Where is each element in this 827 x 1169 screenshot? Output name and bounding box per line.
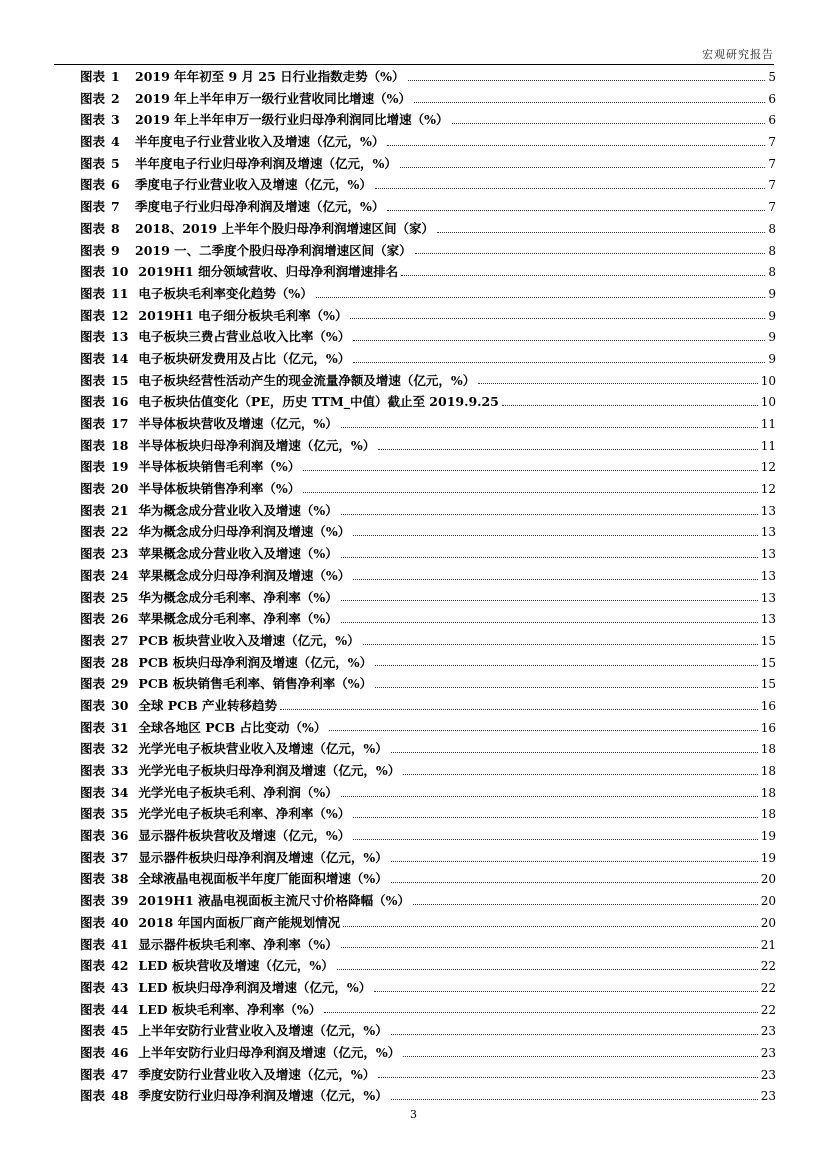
toc-entry-number: 1 bbox=[111, 69, 120, 84]
toc-entry-number: 36 bbox=[111, 828, 129, 844]
toc-entry[interactable] bbox=[80, 521, 776, 543]
toc-entry-page: 23 bbox=[760, 1024, 776, 1039]
toc-entry-number: 4 bbox=[111, 134, 120, 150]
toc-entry-prefix: 图表 bbox=[80, 416, 106, 431]
toc-entry[interactable] bbox=[80, 283, 776, 305]
toc-dot-leader bbox=[387, 144, 765, 146]
toc-entry[interactable] bbox=[80, 326, 776, 348]
toc-entry-prefix: 图表 bbox=[80, 524, 106, 540]
toc-entry[interactable] bbox=[80, 608, 776, 630]
toc-entry[interactable] bbox=[80, 717, 776, 739]
toc-entry-number: 42 bbox=[111, 958, 129, 974]
toc-entry-title: 上半年安防行业营业收入及增速（亿元，%） bbox=[138, 1023, 388, 1039]
toc-entry[interactable] bbox=[80, 370, 776, 392]
toc-dot-leader bbox=[391, 1098, 758, 1100]
toc-entry-page: 16 bbox=[760, 698, 776, 713]
toc-entry-page: 18 bbox=[760, 807, 776, 822]
toc-entry-page: 20 bbox=[760, 915, 776, 930]
toc-entry-title: 苹果概念成分营业收入及增速（%） bbox=[138, 546, 338, 562]
toc-entry-prefix: 图表 bbox=[80, 155, 106, 171]
toc-entry-page: 22 bbox=[760, 980, 776, 995]
toc-entry-prefix: 图表 bbox=[80, 567, 106, 583]
toc-entry[interactable] bbox=[80, 196, 776, 218]
toc-dot-leader bbox=[391, 1033, 758, 1035]
toc-entry-prefix: 图表 bbox=[80, 307, 106, 323]
toc-dot-leader bbox=[374, 990, 757, 992]
toc-entry[interactable] bbox=[80, 868, 776, 890]
toc-entry-number: 34 bbox=[111, 784, 129, 800]
toc-entry[interactable] bbox=[80, 391, 776, 413]
toc-entry-prefix: 图表 bbox=[80, 1066, 106, 1082]
toc-entry-title: 电子板块三费占营业总收入比率（%） bbox=[138, 329, 351, 345]
toc-entry-page: 15 bbox=[760, 655, 776, 670]
toc-entry-number: 10 bbox=[111, 264, 129, 280]
toc-entry[interactable] bbox=[80, 847, 776, 869]
toc-entry-number: 28 bbox=[111, 654, 129, 670]
toc-entry-page: 13 bbox=[760, 568, 776, 583]
toc-dot-leader bbox=[353, 534, 757, 536]
toc-entry-page: 13 bbox=[760, 590, 776, 605]
toc-entry-number: 16 bbox=[111, 394, 129, 410]
toc-entry[interactable] bbox=[80, 782, 776, 804]
toc-dot-leader bbox=[343, 925, 758, 927]
toc-entry-page: 15 bbox=[760, 633, 776, 648]
toc-entry-number: 5 bbox=[111, 155, 120, 171]
toc-entry-page: 13 bbox=[760, 612, 776, 627]
toc-entry-title: 2018 年国内面板厂商产能规划情况 bbox=[138, 914, 341, 930]
toc-entry-page: 12 bbox=[760, 482, 776, 497]
toc-dot-leader bbox=[353, 816, 757, 818]
toc-entry[interactable] bbox=[80, 760, 776, 782]
toc-entry[interactable] bbox=[80, 912, 776, 934]
toc-dot-leader bbox=[502, 404, 758, 406]
toc-entry-number: 26 bbox=[111, 611, 129, 627]
toc-entry-number: 46 bbox=[111, 1044, 129, 1060]
toc-entry-number: 13 bbox=[111, 329, 129, 345]
toc-entry-page: 16 bbox=[760, 720, 776, 735]
toc-dot-leader bbox=[375, 664, 758, 666]
toc-entry[interactable] bbox=[80, 240, 776, 262]
toc-dot-leader bbox=[401, 274, 765, 276]
toc-entry-title: 季度电子行业归母净利润及增速（亿元，%） bbox=[135, 199, 385, 215]
toc-entry-number: 15 bbox=[111, 372, 129, 388]
toc-dot-leader bbox=[414, 101, 765, 103]
toc-entry-prefix: 图表 bbox=[80, 329, 106, 345]
toc-entry[interactable] bbox=[80, 630, 776, 652]
toc-entry-page: 7 bbox=[768, 178, 776, 193]
toc-entry-page: 21 bbox=[760, 937, 776, 952]
toc-entry-page: 6 bbox=[768, 113, 776, 128]
toc-entry-prefix: 图表 bbox=[80, 90, 106, 106]
toc-entry-title: 2019 年年初至 9 月 25 日行业指数走势（%） bbox=[135, 69, 405, 84]
toc-entry-prefix: 图表 bbox=[80, 1044, 106, 1060]
toc-entry-title: 季度安防行业归母净利润及增速（亿元，%） bbox=[138, 1088, 388, 1104]
toc-entry-number: 40 bbox=[111, 914, 129, 930]
toc-entry-number: 39 bbox=[111, 893, 129, 909]
toc-dot-leader bbox=[353, 361, 765, 363]
report-header-label: 宏观研究报告 bbox=[702, 48, 774, 61]
toc-entry-title: 华为概念成分归母净利润及增速（%） bbox=[138, 524, 351, 540]
toc-entry[interactable] bbox=[80, 66, 776, 88]
toc-dot-leader bbox=[391, 860, 758, 862]
toc-entry-page: 8 bbox=[768, 265, 776, 280]
toc-entry-prefix: 图表 bbox=[80, 893, 106, 909]
toc-entry-title: 电子板块研发费用及占比（亿元，%） bbox=[138, 350, 351, 366]
toc-entry-title: 2019H1 电子细分板块毛利率（%） bbox=[138, 307, 348, 323]
toc-dot-leader bbox=[391, 881, 758, 883]
toc-entry-prefix: 图表 bbox=[80, 69, 106, 84]
toc-entry-title: 苹果概念成分归母净利润及增速（%） bbox=[138, 567, 351, 583]
toc-entry-title: 电子板块毛利率变化趋势（%） bbox=[138, 285, 313, 301]
toc-entry-title: 半导体板块营收及增速（亿元，%） bbox=[138, 416, 338, 431]
toc-entry-prefix: 图表 bbox=[80, 719, 106, 735]
toc-entry-title: 2019H1 液晶电视面板主流尺寸价格降幅（%） bbox=[138, 893, 410, 909]
toc-entry-page: 23 bbox=[760, 1067, 776, 1082]
toc-entry-number: 30 bbox=[111, 697, 129, 713]
toc-entry-number: 14 bbox=[111, 350, 129, 366]
toc-entry-title: 全球液晶电视面板半年度厂能面积增速（%） bbox=[138, 871, 388, 887]
toc-dot-leader bbox=[452, 122, 766, 124]
toc-entry[interactable] bbox=[80, 977, 776, 999]
toc-dot-leader bbox=[329, 729, 757, 731]
toc-dot-leader bbox=[437, 231, 765, 233]
toc-entry-title: 季度安防行业营业收入及增速（亿元，%） bbox=[138, 1066, 376, 1082]
toc-entry[interactable] bbox=[80, 955, 776, 977]
toc-entry-number: 21 bbox=[111, 502, 129, 518]
toc-entry-page: 10 bbox=[760, 373, 776, 388]
toc-entry-title: 华为概念成分毛利率、净利率（%） bbox=[138, 589, 338, 605]
toc-entry-title: 光学光电子板块毛利、净利润（%） bbox=[138, 784, 338, 800]
toc-entry-page: 7 bbox=[768, 135, 776, 150]
toc-entry-prefix: 图表 bbox=[80, 697, 106, 713]
toc-entry[interactable] bbox=[80, 999, 776, 1021]
toc-entry-prefix: 图表 bbox=[80, 177, 106, 193]
header-rule bbox=[54, 64, 774, 65]
toc-entry[interactable] bbox=[80, 218, 776, 240]
toc-entry-title: PCB 板块营业收入及增速（亿元，%） bbox=[138, 632, 360, 648]
toc-entry-number: 48 bbox=[111, 1088, 129, 1104]
toc-dot-leader bbox=[341, 556, 758, 558]
toc-entry-title: 显示器件板块归母净利润及增速（亿元，%） bbox=[138, 849, 388, 865]
toc-entry[interactable] bbox=[80, 131, 776, 153]
toc-entry-page: 11 bbox=[760, 438, 776, 453]
toc-entry-title: LED 板块归母净利润及增速（亿元，%） bbox=[138, 979, 372, 995]
toc-entry-title: 苹果概念成分毛利率、净利率（%） bbox=[138, 611, 338, 627]
toc-dot-leader bbox=[408, 79, 766, 81]
toc-entry-title: 光学光电子板块归母净利润及增速（亿元，%） bbox=[138, 763, 401, 778]
toc-entry-prefix: 图表 bbox=[80, 958, 106, 974]
toc-entry-prefix: 图表 bbox=[80, 828, 106, 844]
toc-dot-leader bbox=[341, 426, 758, 428]
toc-entry-title: 半导体板块销售毛利率（%） bbox=[138, 459, 301, 475]
toc-entry-title: 半年度电子行业营业收入及增速（亿元，%） bbox=[135, 134, 385, 150]
toc-entry-number: 23 bbox=[111, 546, 129, 562]
toc-entry[interactable] bbox=[80, 435, 776, 457]
toc-dot-leader bbox=[350, 317, 765, 319]
toc-dot-leader bbox=[387, 209, 765, 211]
toc-dot-leader bbox=[478, 382, 757, 384]
toc-dot-leader bbox=[341, 795, 758, 797]
toc-dot-leader bbox=[378, 1076, 757, 1078]
toc-entry-title: 全球各地区 PCB 占比变动（%） bbox=[138, 719, 327, 735]
toc-entry-prefix: 图表 bbox=[80, 437, 106, 453]
toc-entry[interactable] bbox=[80, 738, 776, 760]
toc-entry-title: PCB 板块销售毛利率、销售净利率（%） bbox=[138, 676, 373, 692]
toc-entry-prefix: 图表 bbox=[80, 264, 106, 280]
toc-entry-number: 45 bbox=[111, 1023, 129, 1039]
toc-entry-page: 9 bbox=[768, 351, 776, 366]
toc-dot-leader bbox=[303, 469, 757, 471]
toc-entry-prefix: 图表 bbox=[80, 1023, 106, 1039]
toc-entry-page: 18 bbox=[760, 785, 776, 800]
toc-entry-prefix: 图表 bbox=[80, 372, 106, 388]
toc-dot-leader bbox=[378, 448, 757, 450]
toc-entry-number: 38 bbox=[111, 871, 129, 887]
toc-entry-prefix: 图表 bbox=[80, 806, 106, 822]
toc-entry-title: 显示器件板块毛利率、净利率（%） bbox=[138, 936, 338, 952]
toc-entry-prefix: 图表 bbox=[80, 502, 106, 518]
toc-entry[interactable] bbox=[80, 934, 776, 956]
toc-entry-title: 2019 一、二季度个股归母净利润增速区间（家） bbox=[135, 242, 412, 258]
toc-entry[interactable] bbox=[80, 825, 776, 847]
toc-entry-prefix: 图表 bbox=[80, 481, 106, 497]
toc-entry-page: 7 bbox=[768, 156, 776, 171]
toc-entry[interactable] bbox=[80, 673, 776, 695]
toc-entry-title: 华为概念成分营业收入及增速（%） bbox=[138, 502, 338, 518]
toc-entry-prefix: 图表 bbox=[80, 546, 106, 562]
toc-entry-prefix: 图表 bbox=[80, 242, 106, 258]
toc-entry-page: 15 bbox=[760, 677, 776, 692]
toc-entry-prefix: 图表 bbox=[80, 936, 106, 952]
toc-entry-number: 43 bbox=[111, 979, 129, 995]
toc-entry-prefix: 图表 bbox=[80, 350, 106, 366]
toc-entry-number: 9 bbox=[111, 242, 120, 258]
toc-entry-prefix: 图表 bbox=[80, 654, 106, 670]
toc-entry-page: 9 bbox=[768, 330, 776, 345]
toc-entry-page: 19 bbox=[760, 829, 776, 844]
toc-entry-page: 20 bbox=[760, 894, 776, 909]
toc-entry[interactable] bbox=[80, 565, 776, 587]
toc-entry-number: 44 bbox=[111, 1001, 129, 1017]
toc-entry-number: 7 bbox=[111, 199, 120, 215]
toc-entry-number: 11 bbox=[111, 285, 129, 301]
toc-entry-prefix: 图表 bbox=[80, 1088, 106, 1104]
toc-entry-prefix: 图表 bbox=[80, 979, 106, 995]
toc-entry-prefix: 图表 bbox=[80, 914, 106, 930]
toc-dot-leader bbox=[353, 339, 765, 341]
toc-entry-number: 32 bbox=[111, 741, 129, 757]
toc-entry-title: PCB 板块归母净利润及增速（亿元，%） bbox=[138, 654, 373, 670]
toc-entry[interactable] bbox=[80, 153, 776, 175]
toc-dot-leader bbox=[375, 187, 765, 189]
toc-entry-number: 18 bbox=[111, 437, 129, 453]
toc-entry-number: 41 bbox=[111, 936, 129, 952]
toc-entry-prefix: 图表 bbox=[80, 741, 106, 757]
toc-entry-number: 8 bbox=[111, 220, 120, 236]
toc-dot-leader bbox=[375, 686, 758, 688]
toc-dot-leader bbox=[415, 252, 766, 254]
toc-entry[interactable] bbox=[80, 803, 776, 825]
toc-dot-leader bbox=[353, 578, 757, 580]
toc-entry-title: 显示器件板块营收及增速（亿元，%） bbox=[138, 828, 351, 844]
toc-entry-page: 13 bbox=[760, 547, 776, 562]
toc-dot-leader bbox=[403, 1055, 757, 1057]
toc-entry-page: 6 bbox=[768, 91, 776, 106]
toc-entry-title: 2019 年上半年申万一级行业归母净利润同比增速（%） bbox=[135, 112, 449, 128]
toc-entry-prefix: 图表 bbox=[80, 676, 106, 692]
toc-dot-leader bbox=[280, 708, 758, 710]
toc-entry-page: 5 bbox=[768, 70, 776, 84]
toc-entry-page: 19 bbox=[760, 850, 776, 865]
toc-entry-title: 季度电子行业营业收入及增速（亿元，%） bbox=[135, 177, 372, 193]
toc-entry-title: 半年度电子行业归母净利润及增速（亿元，%） bbox=[135, 155, 397, 171]
toc-entry-prefix: 图表 bbox=[80, 784, 106, 800]
toc-entry[interactable] bbox=[80, 1085, 776, 1107]
toc-entry-number: 47 bbox=[111, 1066, 129, 1082]
toc-entry-number: 17 bbox=[111, 416, 129, 431]
toc-entry-page: 23 bbox=[760, 1089, 776, 1104]
toc-entry-title: 2019H1 细分领域营收、归母净利润增速排名 bbox=[138, 264, 399, 280]
toc-entry-number: 31 bbox=[111, 719, 129, 735]
toc-entry-prefix: 图表 bbox=[80, 394, 106, 410]
toc-entry[interactable] bbox=[80, 109, 776, 131]
toc-entry[interactable] bbox=[80, 261, 776, 283]
toc-entry[interactable] bbox=[80, 587, 776, 609]
toc-entry-title: 光学光电子板块毛利率、净利率（%） bbox=[138, 806, 351, 822]
toc-dot-leader bbox=[324, 1011, 757, 1013]
toc-entry-page: 23 bbox=[760, 1045, 776, 1060]
toc-entry[interactable] bbox=[80, 456, 776, 478]
toc-entry-title: 2018、2019 上半年个股归母净利润增速区间（家） bbox=[135, 220, 434, 236]
toc-entry[interactable] bbox=[80, 1042, 776, 1064]
toc-entry-number: 19 bbox=[111, 459, 129, 475]
toc-entry-number: 25 bbox=[111, 589, 129, 605]
toc-entry-title: 电子板块经营性活动产生的现金流量净额及增速（亿元，%） bbox=[138, 372, 476, 388]
toc-entry-number: 6 bbox=[111, 177, 120, 193]
toc-entry-page: 10 bbox=[760, 395, 776, 410]
toc-entry-prefix: 图表 bbox=[80, 871, 106, 887]
toc-entry-page: 22 bbox=[760, 959, 776, 974]
toc-dot-leader bbox=[337, 968, 758, 970]
toc-entry-prefix: 图表 bbox=[80, 1001, 106, 1017]
toc-entry-prefix: 图表 bbox=[80, 589, 106, 605]
toc-dot-leader bbox=[400, 166, 765, 168]
toc-dot-leader bbox=[316, 296, 766, 298]
toc-dot-leader bbox=[391, 751, 758, 753]
toc-entry-title: 全球 PCB 产业转移趋势 bbox=[138, 697, 278, 713]
toc-entry-page: 22 bbox=[760, 1002, 776, 1017]
toc-entry-title: 半导体板块销售净利率（%） bbox=[138, 481, 301, 497]
toc-entry[interactable] bbox=[80, 88, 776, 110]
toc-entry-number: 22 bbox=[111, 524, 129, 540]
toc-entry-page: 9 bbox=[768, 286, 776, 301]
toc-dot-leader bbox=[403, 773, 757, 775]
toc-dot-leader bbox=[341, 513, 758, 515]
toc-entry-title: LED 板块营收及增速（亿元，%） bbox=[138, 958, 334, 974]
toc-entry-page: 8 bbox=[768, 221, 776, 236]
figure-list bbox=[80, 66, 776, 1107]
toc-entry[interactable] bbox=[80, 652, 776, 674]
toc-entry-title: 电子板块估值变化（PE，历史 TTM_中值）截止至 2019.9.25 bbox=[138, 394, 499, 410]
toc-entry-prefix: 图表 bbox=[80, 849, 106, 865]
toc-dot-leader bbox=[353, 838, 757, 840]
toc-entry-number: 37 bbox=[111, 849, 129, 865]
toc-entry[interactable] bbox=[80, 1020, 776, 1042]
toc-entry-page: 13 bbox=[760, 525, 776, 540]
toc-entry-prefix: 图表 bbox=[80, 459, 106, 475]
toc-entry-title: LED 板块毛利率、净利率（%） bbox=[138, 1001, 322, 1017]
toc-entry[interactable] bbox=[80, 478, 776, 500]
toc-dot-leader bbox=[413, 903, 758, 905]
toc-entry[interactable] bbox=[80, 348, 776, 370]
toc-entry[interactable] bbox=[80, 543, 776, 565]
toc-entry-number: 33 bbox=[111, 763, 129, 778]
toc-entry-number: 35 bbox=[111, 806, 129, 822]
toc-entry-prefix: 图表 bbox=[80, 285, 106, 301]
toc-entry-prefix: 图表 bbox=[80, 763, 106, 778]
toc-entry-page: 18 bbox=[760, 764, 776, 778]
toc-entry[interactable] bbox=[80, 174, 776, 196]
toc-entry-number: 29 bbox=[111, 676, 129, 692]
toc-entry-number: 3 bbox=[111, 112, 120, 128]
toc-entry-page: 11 bbox=[760, 417, 776, 431]
toc-entry-number: 24 bbox=[111, 567, 129, 583]
toc-entry-page: 9 bbox=[768, 308, 776, 323]
toc-entry-prefix: 图表 bbox=[80, 632, 106, 648]
toc-entry-page: 8 bbox=[768, 243, 776, 258]
toc-entry-page: 13 bbox=[760, 503, 776, 518]
toc-dot-leader bbox=[341, 621, 758, 623]
toc-entry-page: 18 bbox=[760, 742, 776, 757]
toc-entry[interactable] bbox=[80, 1064, 776, 1086]
toc-entry[interactable] bbox=[80, 500, 776, 522]
toc-entry-prefix: 图表 bbox=[80, 199, 106, 215]
toc-dot-leader bbox=[341, 946, 758, 948]
toc-entry-page: 20 bbox=[760, 872, 776, 887]
toc-entry-title: 光学光电子板块营业收入及增速（亿元，%） bbox=[138, 741, 388, 757]
toc-dot-leader bbox=[363, 643, 758, 645]
toc-dot-leader bbox=[341, 599, 758, 601]
toc-entry-prefix: 图表 bbox=[80, 134, 106, 150]
toc-entry-number: 27 bbox=[111, 632, 129, 648]
toc-entry-prefix: 图表 bbox=[80, 112, 106, 128]
toc-entry-prefix: 图表 bbox=[80, 611, 106, 627]
toc-entry-title: 半导体板块归母净利润及增速（亿元，%） bbox=[138, 437, 376, 453]
toc-entry-prefix: 图表 bbox=[80, 220, 106, 236]
toc-dot-leader bbox=[303, 491, 757, 493]
toc-entry-page: 7 bbox=[768, 200, 776, 215]
page-number: 3 bbox=[410, 1108, 417, 1121]
toc-entry[interactable] bbox=[80, 413, 776, 435]
toc-entry-number: 12 bbox=[111, 307, 129, 323]
toc-entry-title: 2019 年上半年申万一级行业营收同比增速（%） bbox=[135, 90, 412, 106]
toc-entry-title: 上半年安防行业归母净利润及增速（亿元，%） bbox=[138, 1044, 401, 1060]
toc-entry[interactable] bbox=[80, 695, 776, 717]
toc-entry[interactable] bbox=[80, 890, 776, 912]
toc-entry-number: 20 bbox=[111, 481, 129, 497]
toc-entry-page: 12 bbox=[760, 460, 776, 475]
toc-entry-number: 2 bbox=[111, 90, 120, 106]
toc-entry[interactable] bbox=[80, 305, 776, 327]
